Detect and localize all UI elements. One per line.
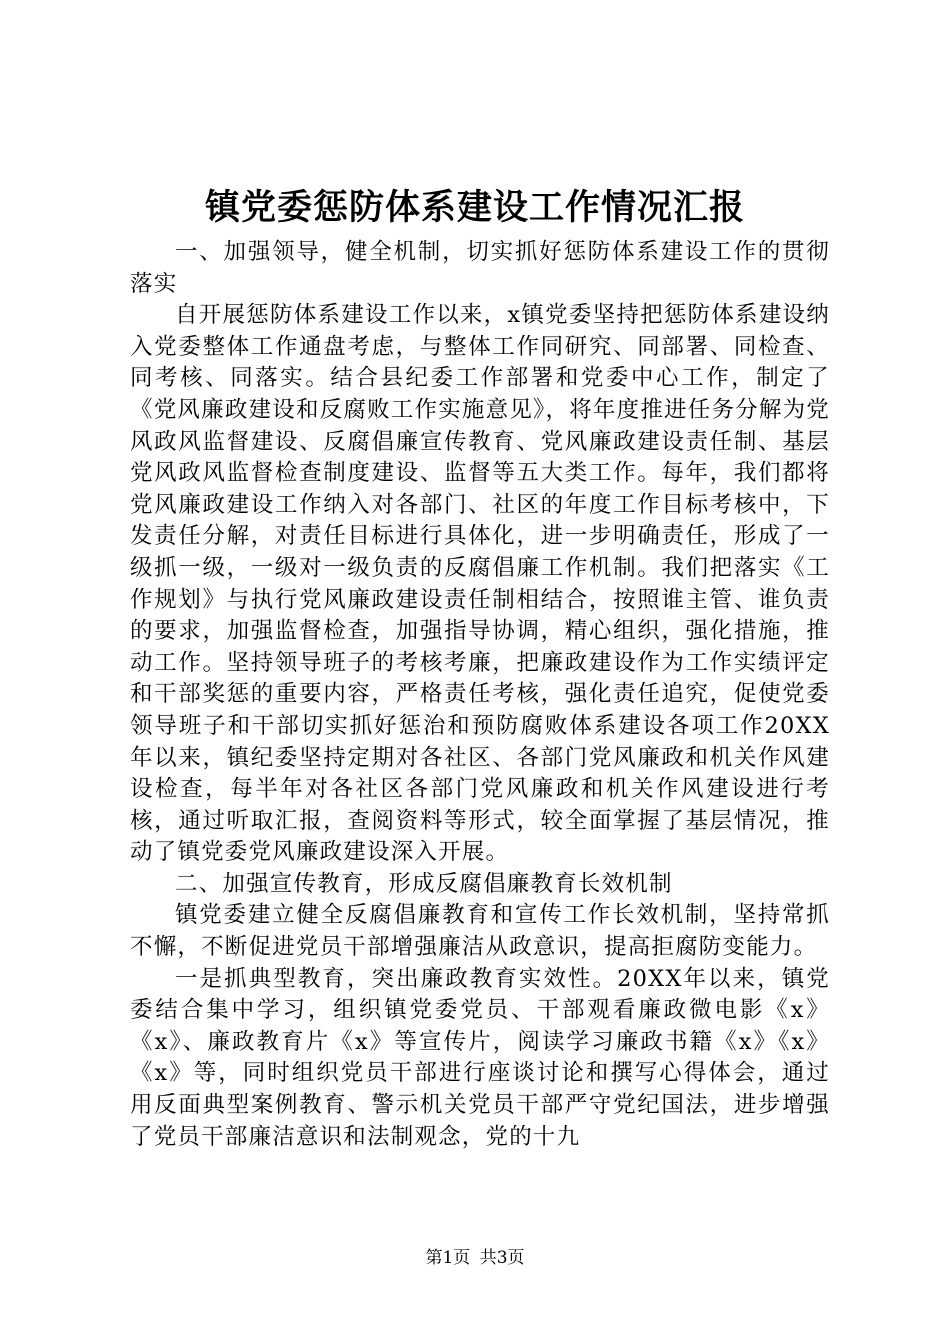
- page-title: 镇党委惩防体系建设工作情况汇报: [204, 187, 745, 228]
- body-paragraph: 自开展惩防体系建设工作以来，x镇党委坚持把惩防体系建设纳入党委整体工作通盘考虑，与整体工作同研究、同部署、同检查、同考核、同落实。结合县纪委工作部署和党委中心工作，制定了《党风廉政建设和反腐败工作实施意见》，将年度推进任务分解为党风政风监督建设、反腐倡廉宣传教育、党风廉政建设责任制、基层党风政风监督检查制度建设、监督等五大类工作。每年，我们都将党风廉政建设工作纳入对各部门、社区的年度工作目标考核中，下发责任分解，对责任目标进行具体化，进一步明确责任，形成了一级抓一级，一级对一级负责的反腐倡廉工作机制。我们把落实《工作规划》与执行党风廉政建设责任制相结合，按照谁主管、谁负责的要求，加强监督检查，加强指导协调，精心组织，强化措施，推动工作。坚持领导班子的考核考廉，把廉政建设作为工作实绩评定和干部奖惩的重要内容，严格责任考核，强化责任追究，促使党委领导班子和干部切实抓好惩治和预防腐败体系建设各项工作20XX年以来，镇纪委坚持定期对各社区、各部门党风廉政和机关作风建设检查，每半年对各社区各部门党风廉政和机关作风建设进行考核，通过听取汇报，查阅资料等形式，较全面掌握了基层情况，推动了镇党委党风廉政建设深入开展。: [130, 302, 830, 866]
- document-body: [130, 237, 830, 1153]
- section-heading-1: 一、加强领导，健全机制，切实抓好惩防体系建设工作的贯彻落实: [130, 239, 830, 297]
- body-paragraph: 一是抓典型教育，突出廉政教育实效性。20XX年以来，镇党委结合集中学习，组织镇党委党员、干部观看廉政微电影《x》《x》、廉政教育片《x》等宣传片，阅读学习廉政书籍《x》《x》《x》等，同时组织党员干部进行座谈讨论和撰写心得体会，通过用反面典型案例教育、警示机关党员干部严守党纪国法，进步增强了党员干部廉洁意识和法制观念，党的十九: [130, 965, 830, 1150]
- page-footer: [0, 1246, 950, 1270]
- page-number: 第1页: [425, 1248, 471, 1268]
- section-heading-2: 二、加强宣传教育，形成反腐倡廉教育长效机制: [175, 870, 673, 897]
- page-total: 共3页: [479, 1248, 525, 1268]
- body-paragraph: 镇党委建立健全反腐倡廉教育和宣传工作长效机制，坚持常抓不懈，不断促进党员干部增强廉洁从政意识，提高拒腐防变能力。: [130, 902, 830, 961]
